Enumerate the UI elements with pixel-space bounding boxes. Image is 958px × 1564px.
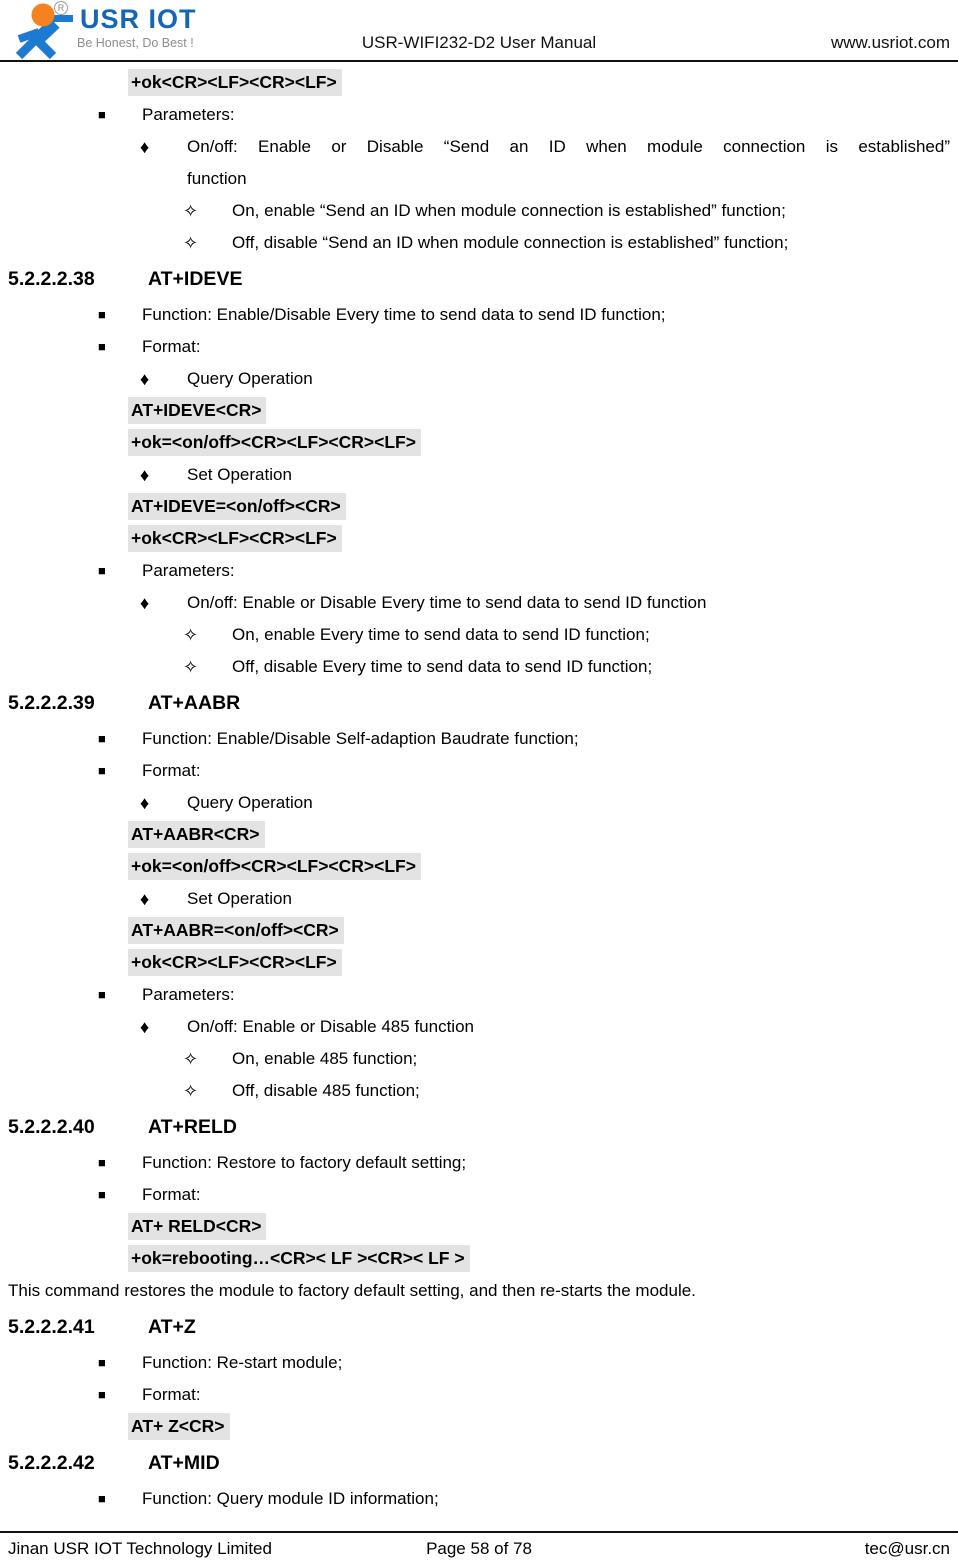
brand-tagline: Be Honest, Do Best ! [77,36,194,50]
bullet-icon: ✧ [183,1081,199,1101]
bullet-icon: ♦ [140,369,150,389]
list-item-level1 [0,331,958,363]
command-line [0,67,958,99]
command-text: AT+IDEVE=<on/off><CR> [128,493,346,520]
list-item-level1 [0,1379,958,1411]
section-heading [0,1307,958,1347]
section-heading [0,1443,958,1483]
command-text: AT+AABR=<on/off><CR> [128,917,344,944]
command-line [0,1411,958,1443]
list-item-text: Function: Query module ID information; [142,1489,439,1508]
list-item-level3 [0,195,958,227]
list-item-level3 [0,227,958,259]
section-number: 5.2.2.2.42 [8,1452,95,1474]
list-item-text: Format: [142,761,201,780]
command-text: AT+IDEVE<CR> [128,397,266,424]
list-item-level1 [0,1347,958,1379]
list-item-level2 [0,587,958,619]
list-item-text: Function: Enable/Disable Self-adaption Baudrate function; [142,729,579,748]
section-number: 5.2.2.2.40 [8,1116,95,1138]
list-item-level1 [0,1483,958,1515]
command-text: +ok<CR><LF><CR><LF> [128,525,342,552]
bullet-icon: ■ [98,563,106,578]
list-item-text: On, enable 485 function; [232,1049,418,1068]
bullet-icon: ♦ [140,593,150,613]
command-line [0,395,958,427]
list-item-text: Query Operation [187,793,313,812]
section-title: AT+IDEVE [148,268,243,290]
list-item-text: Set Operation [187,465,292,484]
footer-company: Jinan USR IOT Technology Limited [8,1538,272,1558]
list-item-text: Off, disable “Send an ID when module connection is established” function; [232,233,789,252]
command-line [0,947,958,979]
list-item-text: Parameters: [142,985,235,1004]
bullet-icon: ✧ [183,233,199,253]
section-title: AT+RELD [148,1116,238,1138]
list-item-level1 [0,299,958,331]
bullet-icon: ♦ [140,793,150,813]
list-item-level1 [0,1147,958,1179]
list-item-text: Format: [142,337,201,356]
bullet-icon: ♦ [140,137,150,157]
list-item-text: On, enable Every time to send data to send ID function; [232,625,650,644]
list-item-text: Set Operation [187,889,292,908]
list-item-level2 [0,787,958,819]
list-item-level1 [0,555,958,587]
list-item-text: Query Operation [187,369,313,388]
list-item-level3 [0,1075,958,1107]
command-text: +ok<CR><LF><CR><LF> [128,949,342,976]
command-text: AT+ Z<CR> [128,1413,230,1440]
footer-page-number: Page 58 of 78 [426,1538,532,1558]
list-item-text: Function: Enable/Disable Every time to send data to send ID function; [142,305,666,324]
section-heading [0,1107,958,1147]
section-heading [0,259,958,299]
bullet-icon: ■ [98,731,106,746]
footer-email: tec@usr.cn [864,1538,950,1558]
command-text: +ok<CR><LF><CR><LF> [128,69,342,96]
list-item-text: On/off: Enable or Disable “Send an ID when module connection is established” [187,137,950,156]
section-heading [0,683,958,723]
section-number: 5.2.2.2.41 [8,1316,95,1338]
command-text: +ok=rebooting…<CR>< LF ><CR>< LF > [128,1245,470,1272]
section-title: AT+MID [148,1452,220,1474]
list-item-level1 [0,979,958,1011]
command-text: +ok=<on/off><CR><LF><CR><LF> [128,853,421,880]
bullet-icon: ■ [98,1155,106,1170]
list-item-text: On, enable “Send an ID when module connection is established” function; [232,201,786,220]
command-text: AT+ RELD<CR> [128,1213,266,1240]
list-item-level1 [0,723,958,755]
list-item-level3 [0,651,958,683]
list-item-text: Format: [142,1185,201,1204]
company-website: www.usriot.com [830,33,950,52]
paragraph: This command restores the module to factory default setting, and then re-starts the module. [8,1281,696,1300]
command-line [0,1211,958,1243]
bullet-icon: ■ [98,1355,106,1370]
list-item-text: Off, disable Every time to send data to send ID function; [232,657,653,676]
list-item-text: Parameters: [142,561,235,580]
bullet-icon: ■ [98,307,106,322]
command-text: AT+AABR<CR> [128,821,265,848]
bullet-icon: ♦ [140,889,150,909]
page-footer [0,1531,958,1564]
bullet-icon: ■ [98,1387,106,1402]
command-line [0,1243,958,1275]
list-item-continuation: function [187,169,247,188]
command-line [0,427,958,459]
list-item-level2 [0,883,958,915]
list-item-text: Parameters: [142,105,235,124]
list-item-level1 [0,1179,958,1211]
bullet-icon: ♦ [140,1017,150,1037]
section-title: AT+AABR [148,692,241,714]
list-item-level2 [0,131,958,163]
bullet-icon: ■ [98,1491,106,1506]
command-line [0,523,958,555]
command-line [0,491,958,523]
document-title: USR-WIFI232-D2 User Manual [361,33,597,52]
bullet-icon: ■ [98,339,106,354]
list-item-text: Function: Re-start module; [142,1353,343,1372]
list-item-level1 [0,99,958,131]
document-body [0,62,958,1515]
command-text: +ok=<on/off><CR><LF><CR><LF> [128,429,421,456]
section-title: AT+Z [148,1316,196,1338]
command-line [0,851,958,883]
bullet-icon: ✧ [183,1049,199,1069]
list-item-level1 [0,755,958,787]
bullet-icon: ✧ [183,625,199,645]
list-item-text: On/off: Enable or Disable 485 function [187,1017,474,1036]
command-line [0,915,958,947]
command-line [0,819,958,851]
list-item-level3 [0,1043,958,1075]
list-item-level2 [0,459,958,491]
bullet-icon: ♦ [140,465,150,485]
section-number: 5.2.2.2.38 [8,268,95,290]
bullet-icon: ■ [98,987,106,1002]
bullet-icon: ■ [98,1187,106,1202]
registered-trademark-icon: R [54,1,68,15]
brand-name: USR IOT [80,4,197,34]
page-header [0,0,958,62]
bullet-icon: ■ [98,107,106,122]
list-item-text: On/off: Enable or Disable Every time to send data to send ID function [187,593,707,612]
list-item-text: Off, disable 485 function; [232,1081,420,1100]
bullet-icon: ■ [98,763,106,778]
list-item-level3 [0,619,958,651]
list-item-text: Format: [142,1385,201,1404]
list-item-text: Function: Restore to factory default setting; [142,1153,467,1172]
list-item-level2 [0,363,958,395]
bullet-icon: ✧ [183,201,199,221]
list-item-level2 [0,1011,958,1043]
bullet-icon: ✧ [183,657,199,677]
section-number: 5.2.2.2.39 [8,692,95,714]
